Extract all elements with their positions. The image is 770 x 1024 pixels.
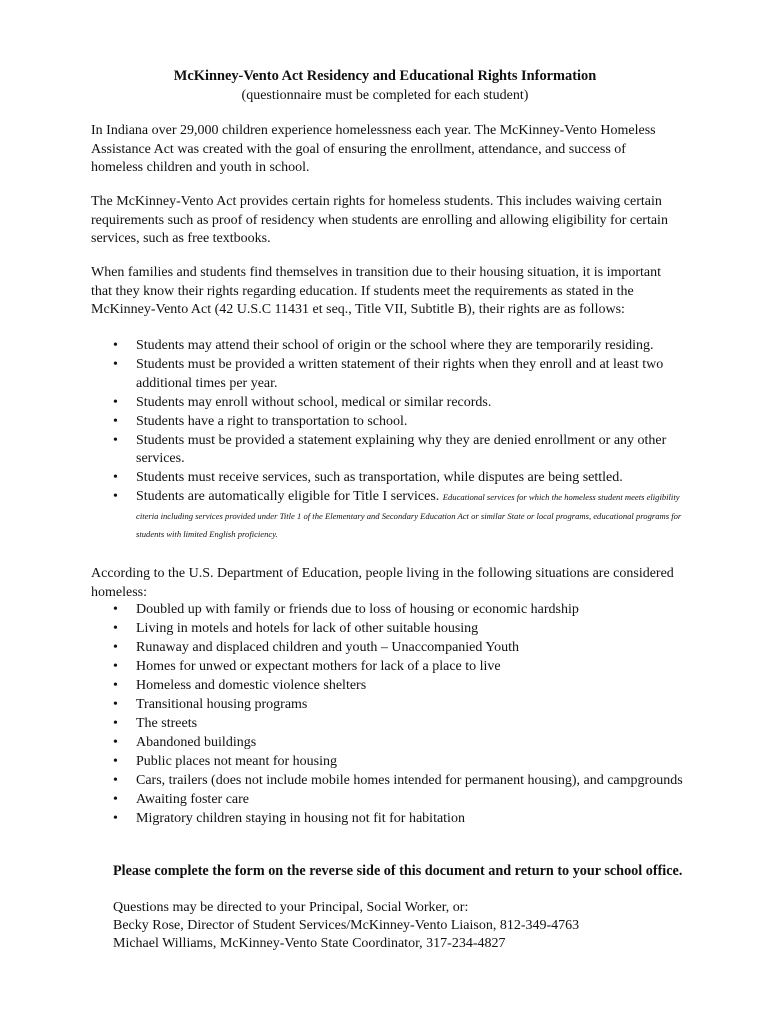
bullet-icon: • — [113, 678, 118, 693]
bullet-icon: • — [113, 811, 118, 826]
bullet-icon: • — [113, 640, 118, 655]
list-item — [91, 337, 685, 356]
list-item-text: Homes for unwed or expectant mothers for lack of a place to live — [136, 659, 501, 674]
list-item — [91, 810, 685, 829]
list-item-text: Abandoned buildings — [136, 735, 257, 750]
bullet-icon: • — [113, 357, 118, 372]
list-item-text: Transitional housing programs — [136, 697, 308, 712]
list-item-text: Students may enroll without school, medical or similar records. — [136, 394, 492, 410]
list-item-text: Awaiting foster care — [136, 792, 249, 807]
bullet-icon: • — [113, 735, 118, 750]
list-item — [91, 753, 685, 772]
title-i-note: Educational services for which the homeless student meets eligibility citeria including services provided under Title 1 of the Elementary and Secondary Education Act or similar State or local programs, educational programs for students with limited English proficiency. — [136, 492, 682, 539]
bullet-icon: • — [113, 602, 118, 617]
list-item-text: Students must be provided a written statement of their rights when they enroll and at least two additional times per year. — [136, 357, 664, 391]
list-item — [91, 488, 685, 544]
bullet-icon: • — [113, 659, 118, 674]
list-item — [91, 696, 685, 715]
list-item — [91, 601, 685, 620]
bullet-icon: • — [113, 697, 118, 712]
list-item — [91, 432, 685, 469]
bullet-icon: • — [113, 754, 118, 769]
list-item-text: Living in motels and hotels for lack of other suitable housing — [136, 621, 479, 636]
bullet-icon: • — [113, 413, 118, 429]
bullet-icon: • — [113, 338, 118, 353]
list-item-text: Runaway and displaced children and youth – Unaccompanied Youth — [136, 640, 519, 655]
intro-paragraph: In Indiana over 29,000 children experience homelessness each year. The McKinney-Vento Homeless Assistance Act was created with the goal of ensuring the enrollment, attendance, and success of homeless children and youth in school. — [91, 123, 656, 175]
list-item-text: Students must be provided a statement explaining why they are denied enrollment or any other services. — [136, 432, 667, 466]
list-item — [91, 734, 685, 753]
questions-line: Questions may be directed to your Principal, Social Worker, or: — [113, 900, 469, 915]
list-item-text: Public places not meant for housing — [136, 754, 338, 769]
rights-list — [91, 337, 685, 544]
list-item-text: Students may attend their school of origin or the school where they are temporarily residing. — [136, 338, 654, 353]
bullet-icon: • — [113, 394, 118, 410]
list-item-text: Migratory children staying in housing not fit for habitation — [136, 811, 465, 826]
bullet-icon: • — [113, 470, 118, 485]
list-item — [91, 469, 685, 488]
list-item — [91, 791, 685, 810]
contact-line: Michael Williams, McKinney-Vento State Coordinator, 317-234-4827 — [113, 936, 506, 951]
list-item — [91, 620, 685, 639]
list-item — [91, 772, 685, 791]
bullet-icon: • — [113, 792, 118, 807]
document-title: McKinney-Vento Act Residency and Educational Rights Information — [173, 68, 597, 84]
bullet-icon: • — [113, 716, 118, 731]
bullet-icon: • — [113, 621, 118, 636]
list-item — [91, 413, 685, 432]
list-item — [91, 715, 685, 734]
bullet-icon: • — [113, 773, 118, 788]
list-item-text: Students must receive services, such as transportation, while disputes are being settled. — [136, 470, 623, 485]
list-item — [91, 677, 685, 696]
list-item — [91, 658, 685, 677]
list-item-text: The streets — [136, 716, 198, 731]
homeless-definition-paragraph: According to the U.S. Department of Education, people living in the following situations are considered homeless: — [91, 566, 674, 600]
bullet-icon: • — [113, 432, 118, 448]
contact-line: Becky Rose, Director of Student Services/McKinney-Vento Liaison, 812-349-4763 — [113, 918, 580, 933]
list-item — [91, 639, 685, 658]
list-item-text: Doubled up with family or friends due to loss of housing or economic hardship — [136, 602, 579, 617]
list-item — [91, 394, 685, 413]
list-item-text: Homeless and domestic violence shelters — [136, 678, 367, 693]
situations-list — [91, 601, 685, 829]
document-subtitle: (questionnaire must be completed for each student) — [241, 88, 529, 103]
bullet-icon: • — [113, 489, 118, 504]
rights-intro-paragraph: When families and students find themselves in transition due to their housing situation, it is important that they know their rights regarding education. If students meet the requirements as stated in the McKinney-Vento Act (42 U.S.C 11431 et seq., Title VII, Subtitle B), their rights are as follows: — [91, 265, 662, 317]
return-form-instruction: Please complete the form on the reverse side of this document and return to your school office. — [113, 863, 683, 879]
list-item-text: Students have a right to transportation to school. — [136, 413, 408, 429]
list-item — [91, 356, 685, 393]
list-item-text: Students are automatically eligible for Title I services. — [136, 489, 440, 504]
rights-overview-paragraph: The McKinney-Vento Act provides certain rights for homeless students. This includes waiving certain requirements such as proof of residency when students are enrolling and allowing eligibility for certain services, such as free textbooks. — [91, 194, 668, 246]
list-item-text: Cars, trailers (does not include mobile homes intended for permanent housing), and campgrounds — [136, 773, 683, 788]
